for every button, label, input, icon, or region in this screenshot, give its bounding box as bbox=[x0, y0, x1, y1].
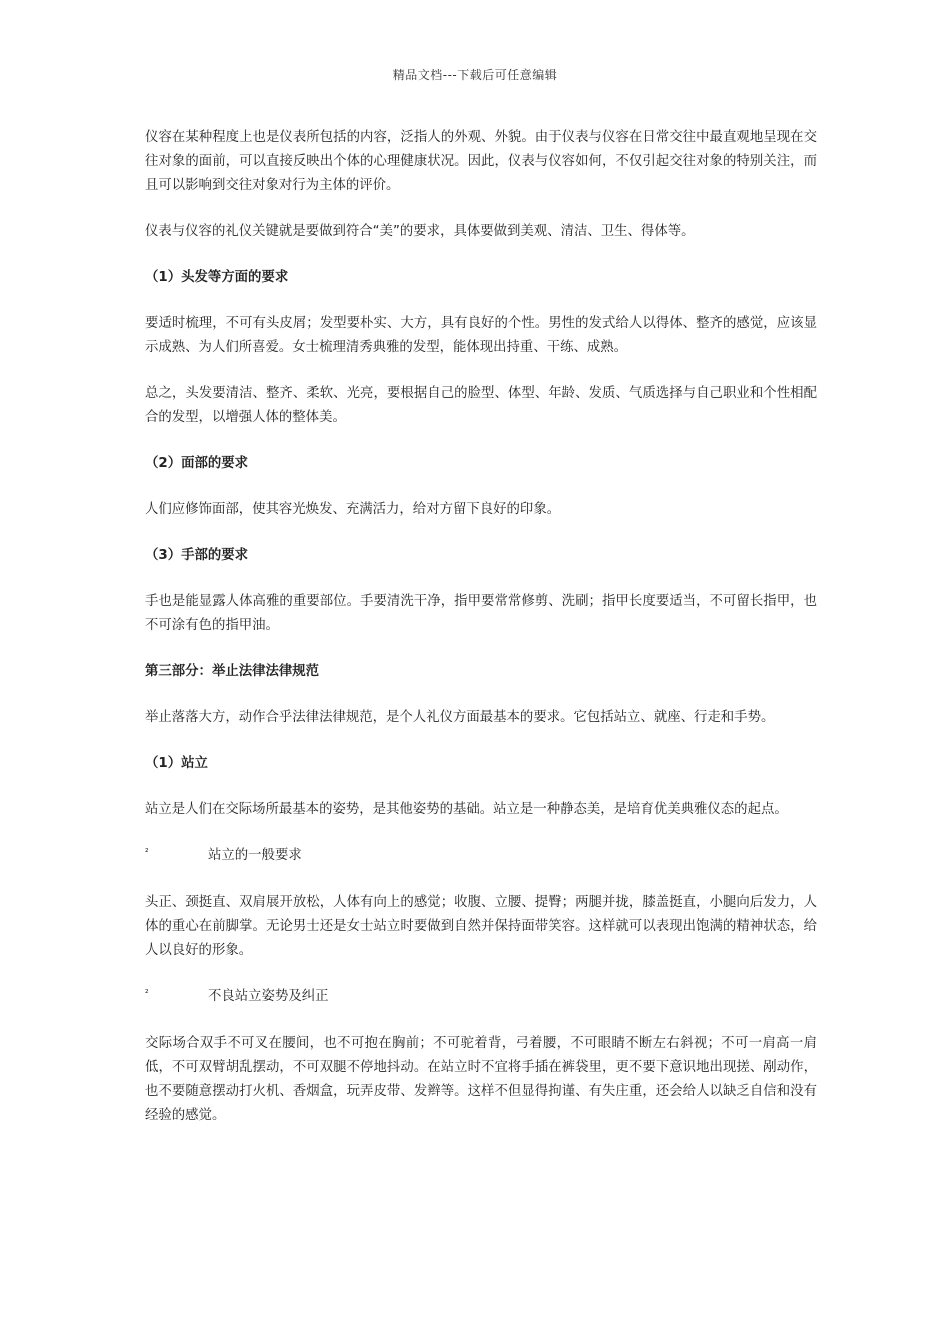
paragraph: 手也是能显露人体高雅的重要部位。手要清洗干净，指甲要常常修剪、洗刷；指甲长度要适当，不可留长指甲，也不可涂有色的指甲油。 bbox=[145, 594, 817, 633]
document-body bbox=[145, 126, 817, 1150]
paragraph: 站立是人们在交际场所最基本的姿势，是其他姿势的基础。站立是一种静态美，是培育优美典雅仪态的起点。 bbox=[145, 802, 788, 817]
paragraph: 举止落落大方，动作合乎法律法律规范，是个人礼仪方面最基本的要求。它包括站立、就座、行走和手势。 bbox=[145, 710, 775, 725]
paragraph: 头正、颈挺直、双肩展开放松，人体有向上的感觉；收腹、立腰、提臀；两腿并拢，膝盖挺直，小腿向后发力，人体的重心在前脚掌。无论男士还是女士站立时要做到自然并保持面带笑容。这样就可以表现出饱满的精神状态，给人以良好的形象。 bbox=[145, 895, 817, 958]
paragraph: 仪容在某种程度上也是仪表所包括的内容，泛指人的外观、外貌。由于仪表与仪容在日常交往中最直观地呈现在交往对象的面前，可以直接反映出个体的心理健康状况。因此，仪表与仪容如何，不仅引起交往对象的特别关注，而且可以影响到交往对象对行为主体的评价。 bbox=[145, 130, 817, 193]
bullet-text: 不良站立姿势及纠正 bbox=[208, 989, 329, 1004]
page-header: 精品文档---下载后可任意编辑 bbox=[392, 68, 558, 82]
paragraph: 要适时梳理，不可有头皮屑；发型要朴实、大方，具有良好的个性。男性的发式给人以得体、整齐的感觉，应该显示成熟、为人们所喜爱。女士梳理清秀典雅的发型，能体现出持重、干练、成熟。 bbox=[145, 316, 817, 355]
paragraph: 人们应修饰面部，使其容光焕发、充满活力，给对方留下良好的印象。 bbox=[145, 502, 561, 517]
section-heading: （2）面部的要求 bbox=[145, 456, 249, 471]
bullet-item bbox=[145, 844, 817, 869]
section-heading: （1）头发等方面的要求 bbox=[145, 270, 289, 285]
paragraph: 总之，头发要清洁、整齐、柔软、光亮，要根据自己的脸型、体型、年龄、发质、气质选择与自己职业和个性相配合的发型，以增强人体的整体美。 bbox=[145, 386, 817, 425]
section-heading: （1）站立 bbox=[145, 756, 208, 771]
paragraph: 交际场合双手不可叉在腰间，也不可抱在胸前；不可驼着背，弓着腰，不可眼睛不断左右斜视；不可一肩高一肩低，不可双臂胡乱摆动，不可双腿不停地抖动。在站立时不宜将手插在裤袋里，更不要下意识地出现搓、剐动作，也不要随意摆动打火机、香烟盒，玩弄皮带、发辫等。这样不但显得拘谨、有失庄重，还会给人以缺乏自信和没有经验的感觉。 bbox=[145, 1036, 817, 1123]
bullet-text: 站立的一般要求 bbox=[208, 848, 302, 863]
bullet-marker: ² bbox=[145, 848, 149, 858]
section-heading: （3）手部的要求 bbox=[145, 548, 249, 563]
bullet-marker: ² bbox=[145, 989, 149, 999]
bullet-item bbox=[145, 985, 817, 1010]
part-heading: 第三部分：举止法律法律规范 bbox=[145, 664, 320, 679]
paragraph: 仪表与仪容的礼仪关键就是要做到符合“美”的要求，具体要做到美观、清洁、卫生、得体等。 bbox=[145, 224, 695, 239]
